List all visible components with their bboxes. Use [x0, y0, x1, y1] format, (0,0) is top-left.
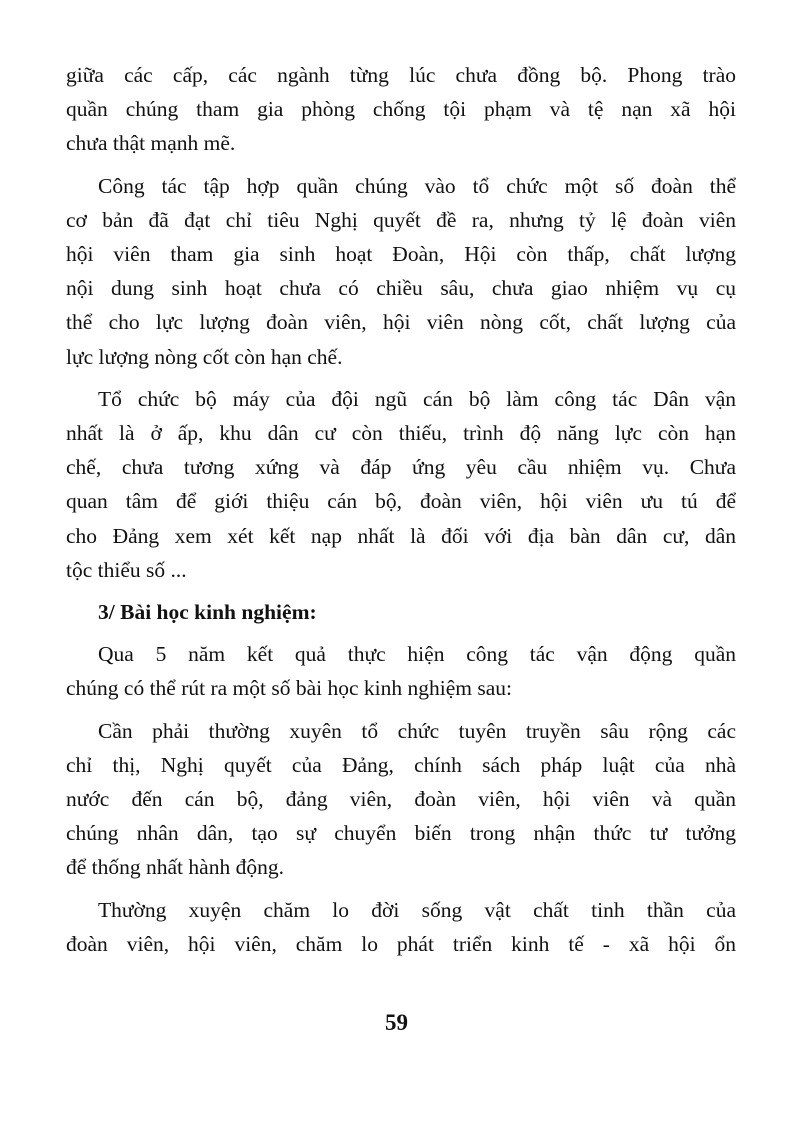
text-line: tộc thiểu số ... — [66, 557, 187, 582]
text-line: đoàn viên, hội viên, chăm lo phát triển kinh tế - xã hội ổn — [66, 931, 736, 956]
text-line: quan tâm để giới thiệu cán bộ, đoàn viên, hội viên ưu tú để — [66, 489, 736, 514]
text-line: chưa thật mạnh mẽ. — [66, 131, 236, 156]
paragraph-6 — [66, 893, 736, 961]
text-line: nhất là ở ấp, khu dân cư còn thiếu, trình độ năng lực còn hạn — [66, 421, 736, 446]
text-line: chúng nhân dân, tạo sự chuyển biến trong nhận thức tư tưởng — [66, 821, 736, 846]
text-line: nước đến cán bộ, đảng viên, đoàn viên, hội viên và quần — [66, 787, 736, 812]
text-line: Cần phải thường xuyên tổ chức tuyên truyền sâu rộng các — [98, 718, 736, 743]
text-line: Công tác tập hợp quần chúng vào tổ chức một số đoàn thể — [98, 173, 736, 198]
text-line: Tổ chức bộ máy của đội ngũ cán bộ làm công tác Dân vận — [98, 386, 736, 411]
text-line: nội dung sinh hoạt chưa có chiều sâu, chưa giao nhiệm vụ cụ — [66, 276, 736, 301]
text-line: Thường xuyện chăm lo đời sống vật chất tinh thần của — [98, 897, 736, 922]
text-line: thể cho lực lượng đoàn viên, hội viên nòng cốt, chất lượng của — [66, 310, 736, 335]
text-line: hội viên tham gia sinh hoạt Đoàn, Hội còn thấp, chất lượng — [66, 242, 736, 267]
text-line: chế, chưa tương xứng và đáp ứng yêu cầu nhiệm vụ. Chưa — [66, 455, 736, 480]
paragraph-4 — [66, 637, 736, 705]
page-body — [66, 58, 736, 969]
paragraph-5 — [66, 714, 736, 885]
paragraph-2 — [66, 169, 736, 374]
text-line: để thống nhất hành động. — [66, 855, 284, 880]
text-line: quần chúng tham gia phòng chống tội phạm và tệ nạn xã hội — [66, 97, 736, 122]
text-line: giữa các cấp, các ngành từng lúc chưa đồng bộ. Phong trào — [66, 63, 736, 87]
text-line: cho Đảng xem xét kết nạp nhất là đối với địa bàn dân cư, dân — [66, 523, 736, 548]
text-line: chúng có thể rút ra một số bài học kinh nghiệm sau: — [66, 676, 513, 701]
paragraph-3 — [66, 382, 736, 587]
page-number: 59 — [385, 1010, 408, 1035]
paragraph-1 — [66, 58, 736, 161]
text-line: Qua 5 năm kết quả thực hiện công tác vận động quần — [98, 642, 736, 667]
text-line: chỉ thị, Nghị quyết của Đảng, chính sách pháp luật của nhà — [66, 752, 736, 777]
text-line: lực lượng nòng cốt còn hạn chế. — [66, 344, 343, 369]
text-line: cơ bản đã đạt chỉ tiêu Nghị quyết đề ra, nhưng tỷ lệ đoàn viên — [66, 207, 736, 232]
section-heading: 3/ Bài học kinh nghiệm: — [98, 600, 317, 625]
